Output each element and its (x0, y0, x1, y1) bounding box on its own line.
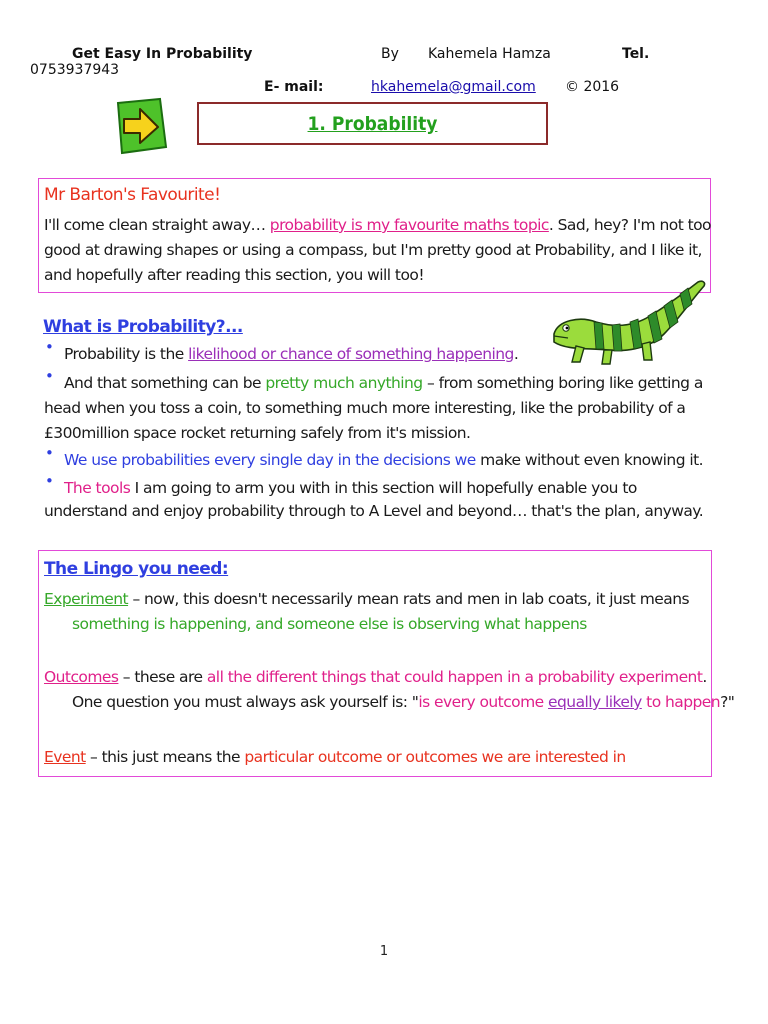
bullet-dot-2: • (45, 367, 54, 385)
experiment-term: Experiment (44, 590, 129, 608)
question-end: ?" (720, 693, 735, 711)
bullet-4-text: I am going to arm you with in this section will hopefully enable you to (130, 479, 637, 497)
bullet-2-end: – from something boring like getting a (422, 374, 703, 392)
what-is-heading-text: What is Probability?... (43, 317, 243, 337)
bullet-dot-1: • (45, 338, 54, 356)
experiment-def: – now, this doesn't necessarily mean rats and men in lab coats, it just means (128, 590, 689, 608)
bullet-dot-4: • (45, 472, 54, 490)
question-highlight-2: to happen (641, 693, 721, 711)
section-title: 1. Probability (307, 113, 438, 135)
lingo-box (38, 550, 735, 777)
experiment-line-2: something is happening, and someone else is observing what happens (72, 615, 587, 633)
arrow-icon (116, 97, 168, 157)
question-highlight: is every outcome (418, 693, 549, 711)
bullet-3 (64, 448, 703, 474)
lingo-heading (44, 557, 228, 583)
outcomes-term: Outcomes (44, 668, 119, 686)
outcomes-def: – these are (118, 668, 207, 686)
event-line (44, 745, 626, 771)
section-title-box (197, 102, 548, 145)
favourite-line-1-text: I'll come clean straight away… (44, 216, 270, 234)
favourite-heading: Mr Barton's Favourite! (44, 185, 221, 205)
bullet-2 (64, 371, 703, 397)
author-name: Kahemela Hamza (428, 46, 551, 62)
question-line (72, 690, 734, 716)
favourite-line-1-end: . Sad, hey? I'm not too (548, 216, 711, 234)
favourite-line-2: good at drawing shapes or using a compass, but I'm pretty good at Probability, and I like it, (44, 241, 702, 259)
bullet-dot-3: • (45, 444, 54, 462)
outcomes-highlight: all the different things that could happen in a probability experiment (206, 668, 703, 686)
bullet-4 (64, 476, 637, 502)
bullet-3-highlight: We use probabilities every single day in the decisions we (64, 451, 476, 469)
by-label: By (381, 46, 399, 62)
copyright: © 2016 (565, 79, 620, 95)
question-text: One question you must always ask yourself is: " (72, 693, 419, 711)
favourite-line-3: and hopefully after reading this section, you will too! (44, 266, 424, 284)
bullet-1-highlight: likelihood or chance of something happening (188, 345, 514, 363)
lingo-heading-text: The Lingo you need: (44, 559, 229, 579)
bullet-3-text: make without even knowing it. (475, 451, 704, 469)
favourite-line-1 (44, 213, 711, 239)
favourite-highlight: probability is my favourite maths topic (269, 216, 549, 234)
bullet-2-highlight: pretty much anything (265, 374, 423, 392)
equally-likely: equally likely (548, 693, 642, 711)
email-link[interactable]: hkahemela@gmail.com (371, 79, 536, 95)
tel-number: 0753937943 (30, 62, 120, 78)
bullet-1-end: . (513, 345, 519, 363)
bullet-2-line-3: £300million space rocket returning safely from it's mission. (44, 424, 471, 442)
page-number: 1 (379, 944, 389, 959)
event-term: Event (44, 748, 86, 766)
outcomes-line (44, 665, 707, 691)
email-label: E- mail: (264, 79, 324, 95)
bullet-2-line-2: head when you toss a coin, to something much more interesting, like the probability of a (44, 399, 686, 417)
experiment-line (44, 587, 689, 613)
event-highlight: particular outcome or outcomes we are interested in (244, 748, 626, 766)
event-def: – this just means the (85, 748, 245, 766)
lizard-illustration (546, 276, 711, 366)
bullet-4-highlight: The tools (64, 479, 131, 497)
bullet-4-line-2: understand and enjoy probability through to A Level and beyond… that's the plan, anyway. (44, 502, 704, 520)
tel-label: Tel. (622, 46, 650, 62)
doc-title: Get Easy In Probability (72, 46, 253, 62)
bullet-1-text: Probability is the (64, 345, 189, 363)
outcomes-end: . (702, 668, 707, 686)
bullet-1 (64, 342, 518, 368)
what-is-heading (43, 315, 243, 341)
bullet-2-text: And that something can be (64, 374, 266, 392)
